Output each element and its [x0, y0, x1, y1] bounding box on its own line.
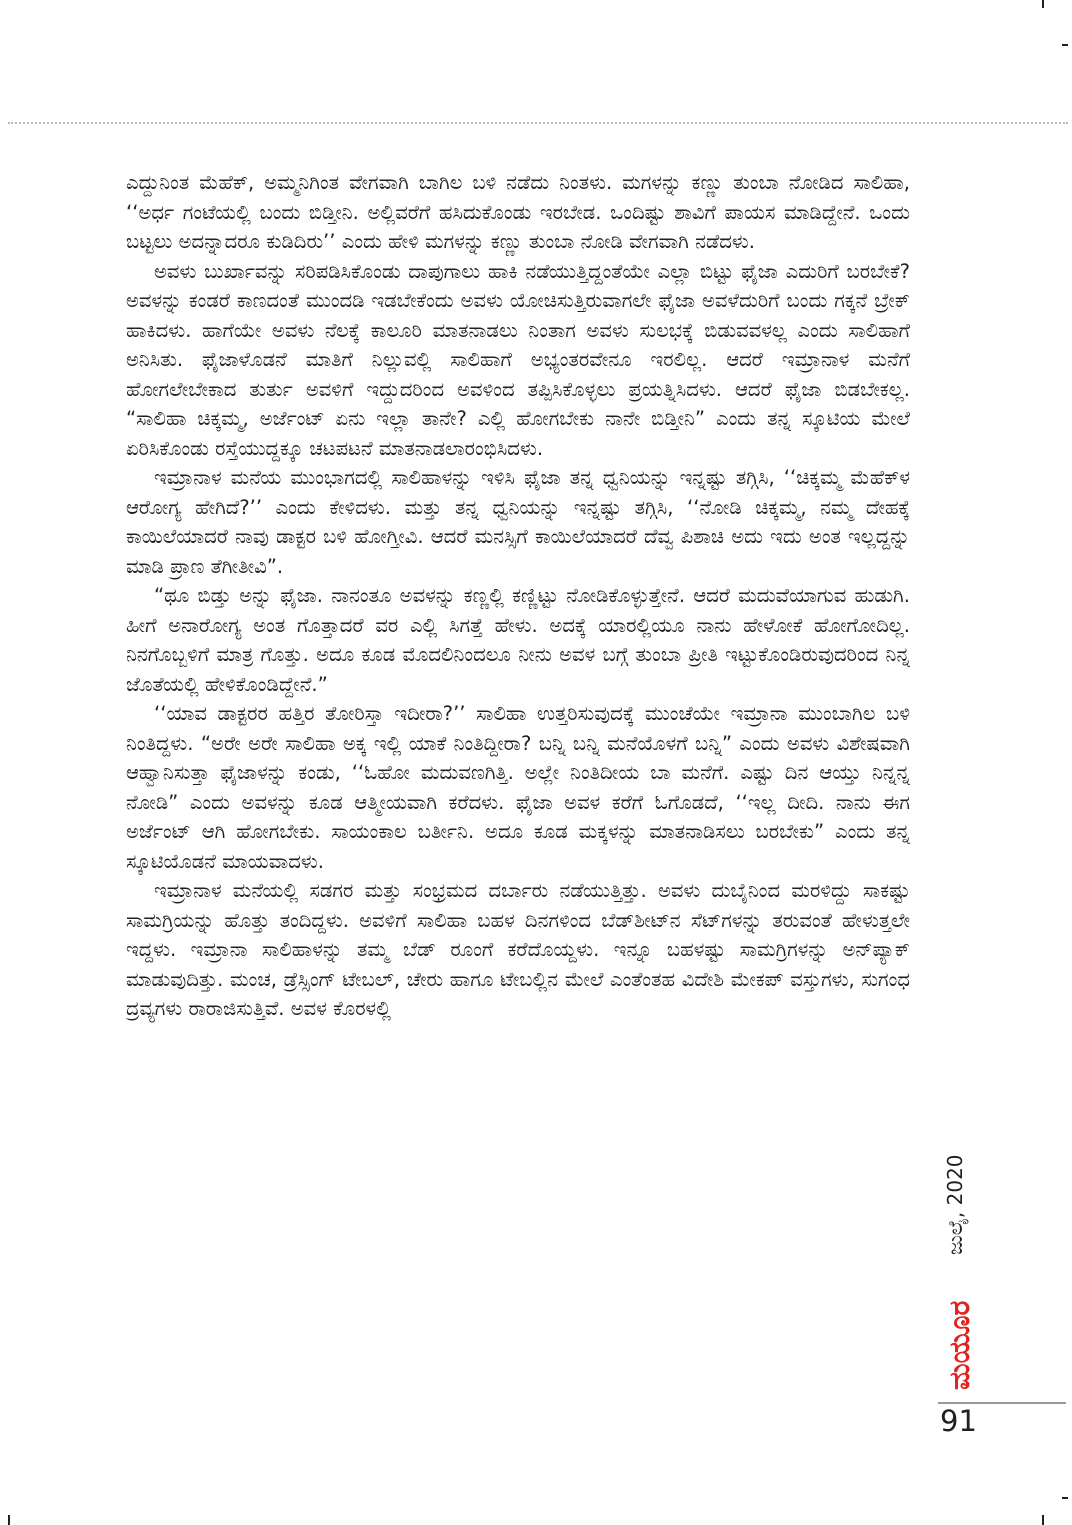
crop-mark — [1062, 44, 1068, 46]
paragraph: ಇಮ್ರಾನಾಳ ಮನೆಯ ಮುಂಭಾಗದಲ್ಲಿ ಸಾಲಿಹಾಳನ್ನು ಇಳಿಸಿ ಫೈಜಾ ತನ್ನ ಧ್ವನಿಯನ್ನು ಇನ್ನಷ್ಟು ತಗ್ಗಿಸಿ, ‘‘ಚಿಕ್ಕಮ್ಮ ಮೆಹೆಕ್‌ಳ ಆರೋಗ್ಯ ಹೇಗಿದೆ?’’ ಎಂದು ಕೇಳಿದಳು. ಮತ್ತು ತನ್ನ ಧ್ವನಿಯನ್ನು ಇನ್ನಷ್ಟು ತಗ್ಗಿಸಿ, ‘‘ನೋಡಿ ಚಿಕ್ಕಮ್ಮ, ನಮ್ಮ ದೇಹಕ್ಕೆ ಕಾಯಿಲೆಯಾದರೆ ನಾವು ಡಾಕ್ಟರ ಬಳಿ ಹೋಗ್ತೀವಿ. ಆದರೆ ಮನಸ್ಸಿಗೆ ಕಾಯಿಲೆಯಾದರೆ ದೆವ್ವ ಪಿಶಾಚಿ ಅದು ಇದು ಅಂತ ಇಲ್ಲದ್ದನ್ನು ಮಾಡಿ ಪ್ರಾಣ ತೆಗೀತೀವಿ”. — [126, 466, 910, 578]
paragraph: ‘‘ಯಾವ ಡಾಕ್ಟರರ ಹತ್ತಿರ ತೋರಿಸ್ತಾ ಇದೀರಾ?’’ ಸಾಲಿಹಾ ಉತ್ತರಿಸುವುದಕ್ಕೆ ಮುಂಚೆಯೇ ಇಮ್ರಾನಾ ಮುಂಬಾಗಿಲ ಬಳಿ ನಿಂತಿದ್ದಳು. “ಅರೇ ಅರೇ ಸಾಲಿಹಾ ಅಕ್ಕ ಇಲ್ಲಿ ಯಾಕೆ ನಿಂತಿದ್ದೀರಾ? ಬನ್ನಿ ಬನ್ನಿ ಮನೆಯೊಳಗೆ ಬನ್ನಿ” ಎಂದು ಅವಳು ವಿಶೇಷವಾಗಿ ಆಹ್ವಾನಿಸುತ್ತಾ ಫೈಜಾಳನ್ನು ಕಂಡು, ‘‘ಓಹೋ ಮದುವಣಗಿತ್ತಿ. ಅಲ್ಲೇ ನಿಂತಿದೀಯ ಬಾ ಮನೆಗೆ. ಎಷ್ಟು ದಿನ ಆಯ್ತು ನಿನ್ನನ್ನ ನೋಡಿ” ಎಂದು ಅವಳನ್ನು ಕೂಡ ಆತ್ಮೀಯವಾಗಿ ಕರೆದಳು. ಫೈಜಾ ಅವಳ ಕರೆಗೆ ಓಗೊಡದೆ, ‘‘ಇಲ್ಲ ದೀದಿ. ನಾನು ಈಗ ಅರ್ಜೆಂಟ್ ಆಗಿ ಹೋಗಬೇಕು. ಸಾಯಂಕಾಲ ಬರ್ತೀನಿ. ಅದೂ ಕೂಡ ಮಕ್ಕಳನ್ನು ಮಾತನಾಡಿಸಲು ಬರಬೇಕು” ಎಂದು ತನ್ನ ಸ್ಕೂಟಿಯೊಡನೆ ಮಾಯವಾದಳು. — [126, 702, 910, 873]
header-dotted-rule — [8, 122, 1068, 124]
crop-mark — [1042, 1515, 1044, 1525]
page-number: 91 — [940, 1404, 977, 1438]
paragraph: ಎದ್ದುನಿಂತ ಮೆಹೆಕ್, ಅಮ್ಮನಿಗಿಂತ ವೇಗವಾಗಿ ಬಾಗಿಲ ಬಳಿ ನಡೆದು ನಿಂತಳು. ಮಗಳನ್ನು ಕಣ್ಣು ತುಂಬಾ ನೋಡಿದ ಸಾಲಿಹಾ, ‘‘ಅರ್ಧ ಗಂಟೆಯಲ್ಲಿ ಬಂದು ಬಿಡ್ತೀನಿ. ಅಲ್ಲಿವರೆಗೆ ಹಸಿದುಕೊಂಡು ಇರಬೇಡ. ಒಂದಿಷ್ಟು ಶಾವಿಗೆ ಪಾಯಸ ಮಾಡಿದ್ದೇನೆ. ಒಂದು ಬಟ್ಟಲು ಅದನ್ನಾದರೂ ಕುಡಿದಿರು’’ ಎಂದು ಹೇಳಿ ಮಗಳನ್ನು ಕಣ್ಣು ತುಂಬಾ ನೋಡಿ ವೇಗವಾಗಿ ನಡೆದಳು. — [126, 171, 910, 253]
paragraph: “ಥೂ ಬಿಡ್ತು ಅನ್ನು ಫೈಜಾ. ನಾನಂತೂ ಅವಳನ್ನು ಕಣ್ಣಲ್ಲಿ ಕಣ್ಣಿಟ್ಟು ನೋಡಿಕೊಳ್ಳುತ್ತೇನೆ. ಆದರೆ ಮದುವೆಯಾಗುವ ಹುಡುಗಿ. ಹೀಗೆ ಅನಾರೋಗ್ಯ ಅಂತ ಗೊತ್ತಾದರೆ ವರ ಎಲ್ಲಿ ಸಿಗತ್ತೆ ಹೇಳು. ಅದಕ್ಕೆ ಯಾರಲ್ಲಿಯೂ ನಾನು ಹೇಳೋಕೆ ಹೋಗೋದಿಲ್ಲ. ನಿನಗೊಬ್ಬಳಿಗೆ ಮಾತ್ರ ಗೊತ್ತು. ಅದೂ ಕೂಡ ಮೊದಲಿನಿಂದಲೂ ನೀನು ಅವಳ ಬಗ್ಗೆ ತುಂಬಾ ಪ್ರೀತಿ ಇಟ್ಟುಕೊಂಡಿರುವುದರಿಂದ ನಿನ್ನ ಜೊತೆಯಲ್ಲಿ ಹೇಳಿಕೊಂಡಿದ್ದೇನೆ.” — [126, 584, 910, 696]
issue-date: ಜುಲೈ, 2020 — [943, 1154, 967, 1255]
paragraph: ಅವಳು ಬುರ್ಖಾವನ್ನು ಸರಿಪಡಿಸಿಕೊಂಡು ದಾಪುಗಾಲು ಹಾಕಿ ನಡೆಯುತ್ತಿದ್ದಂತೆಯೇ ಎಲ್ಲಾ ಬಿಟ್ಟು ಫೈಜಾ ಎದುರಿಗೆ ಬರಬೇಕೆ? ಅವಳನ್ನು ಕಂಡರೆ ಕಾಣದಂತೆ ಮುಂದಡಿ ಇಡಬೇಕೆಂದು ಅವಳು ಯೋಚಿಸುತ್ತಿರುವಾಗಲೇ ಫೈಜಾ ಅವಳೆದುರಿಗೆ ಬಂದು ಗಕ್ಕನೆ ಬ್ರೇಕ್ ಹಾಕಿದಳು. ಹಾಗೆಯೇ ಅವಳು ನೆಲಕ್ಕೆ ಕಾಲೂರಿ ಮಾತನಾಡಲು ನಿಂತಾಗ ಅವಳು ಸುಲಭಕ್ಕೆ ಬಿಡುವವಳಲ್ಲ ಎಂದು ಸಾಲಿಹಾಗೆ ಅನಿಸಿತು. ಫೈಜಾಳೊಡನೆ ಮಾತಿಗೆ ನಿಲ್ಲುವಲ್ಲಿ ಸಾಲಿಹಾಗೆ ಅಭ್ಯಂತರವೇನೂ ಇರಲಿಲ್ಲ. ಆದರೆ ಇಮ್ರಾನಾಳ ಮನೆಗೆ ಹೋಗಲೇಬೇಕಾದ ತುರ್ತು ಅವಳಿಗೆ ಇದ್ದುದರಿಂದ ಅವಳಿಂದ ತಪ್ಪಿಸಿಕೊಳ್ಳಲು ಪ್ರಯತ್ನಿಸಿದಳು. ಆದರೆ ಫೈಜಾ ಬಿಡಬೇಕಲ್ಲ. “ಸಾಲಿಹಾ ಚಿಕ್ಕಮ್ಮ, ಅರ್ಜೆಂಟ್ ಏನು ಇಲ್ಲಾ ತಾನೇ? ಎಲ್ಲಿ ಹೋಗಬೇಕು ನಾನೇ ಬಿಡ್ತೀನಿ” ಎಂದು ತನ್ನ ಸ್ಕೂಟಿಯ ಮೇಲೆ ಏರಿಸಿಕೊಂಡು ರಸ್ತೆಯುದ್ದಕ್ಕೂ ಚಟಪಟನೆ ಮಾತನಾಡಲಾರಂಭಿಸಿದಳು. — [126, 259, 910, 460]
crop-mark — [1042, 0, 1044, 8]
crop-mark — [1062, 1497, 1068, 1499]
paragraph: ಇಮ್ರಾನಾಳ ಮನೆಯಲ್ಲಿ ಸಡಗರ ಮತ್ತು ಸಂಭ್ರಮದ ದರ್ಬಾರು ನಡೆಯುತ್ತಿತ್ತು. ಅವಳು ದುಬೈನಿಂದ ಮರಳಿದ್ದು ಸಾಕಷ್ಟು ಸಾಮಗ್ರಿಯನ್ನು ಹೊತ್ತು ತಂದಿದ್ದಳು. ಅವಳಿಗೆ ಸಾಲಿಹಾ ಬಹಳ ದಿನಗಳಿಂದ ಬೆಡ್‌ಶೀಟ್‌ನ ಸೆಟ್‌ಗಳನ್ನು ತರುವಂತೆ ಹೇಳುತ್ತಲೇ ಇದ್ದಳು. ಇಮ್ರಾನಾ ಸಾಲಿಹಾಳನ್ನು ತಮ್ಮ ಬೆಡ್ ರೂಂಗೆ ಕರೆದೊಯ್ದಳು. ಇನ್ನೂ ಬಹಳಷ್ಟು ಸಾಮಗ್ರಿಗಳನ್ನು ಅನ್‌ಪ್ಯಾಕ್ ಮಾಡುವುದಿತ್ತು. ಮಂಚ, ಡ್ರೆಸ್ಸಿಂಗ್ ಟೇಬಲ್, ಚೇರು ಹಾಗೂ ಟೇಬಲ್ಲಿನ ಮೇಲೆ ಎಂತೆಂತಹ ವಿದೇಶಿ ಮೇಕಪ್ ವಸ್ತುಗಳು, ಸುಗಂಧ ದ್ರವ್ಯಗಳು ರಾರಾಜಿಸುತ್ತಿವೆ. ಅವಳ ಕೊರಳಲ್ಲಿ — [126, 879, 910, 1020]
article-body — [126, 168, 910, 1024]
magazine-logo: ಮಯೂರ — [943, 1300, 976, 1390]
crop-mark — [8, 1515, 10, 1525]
